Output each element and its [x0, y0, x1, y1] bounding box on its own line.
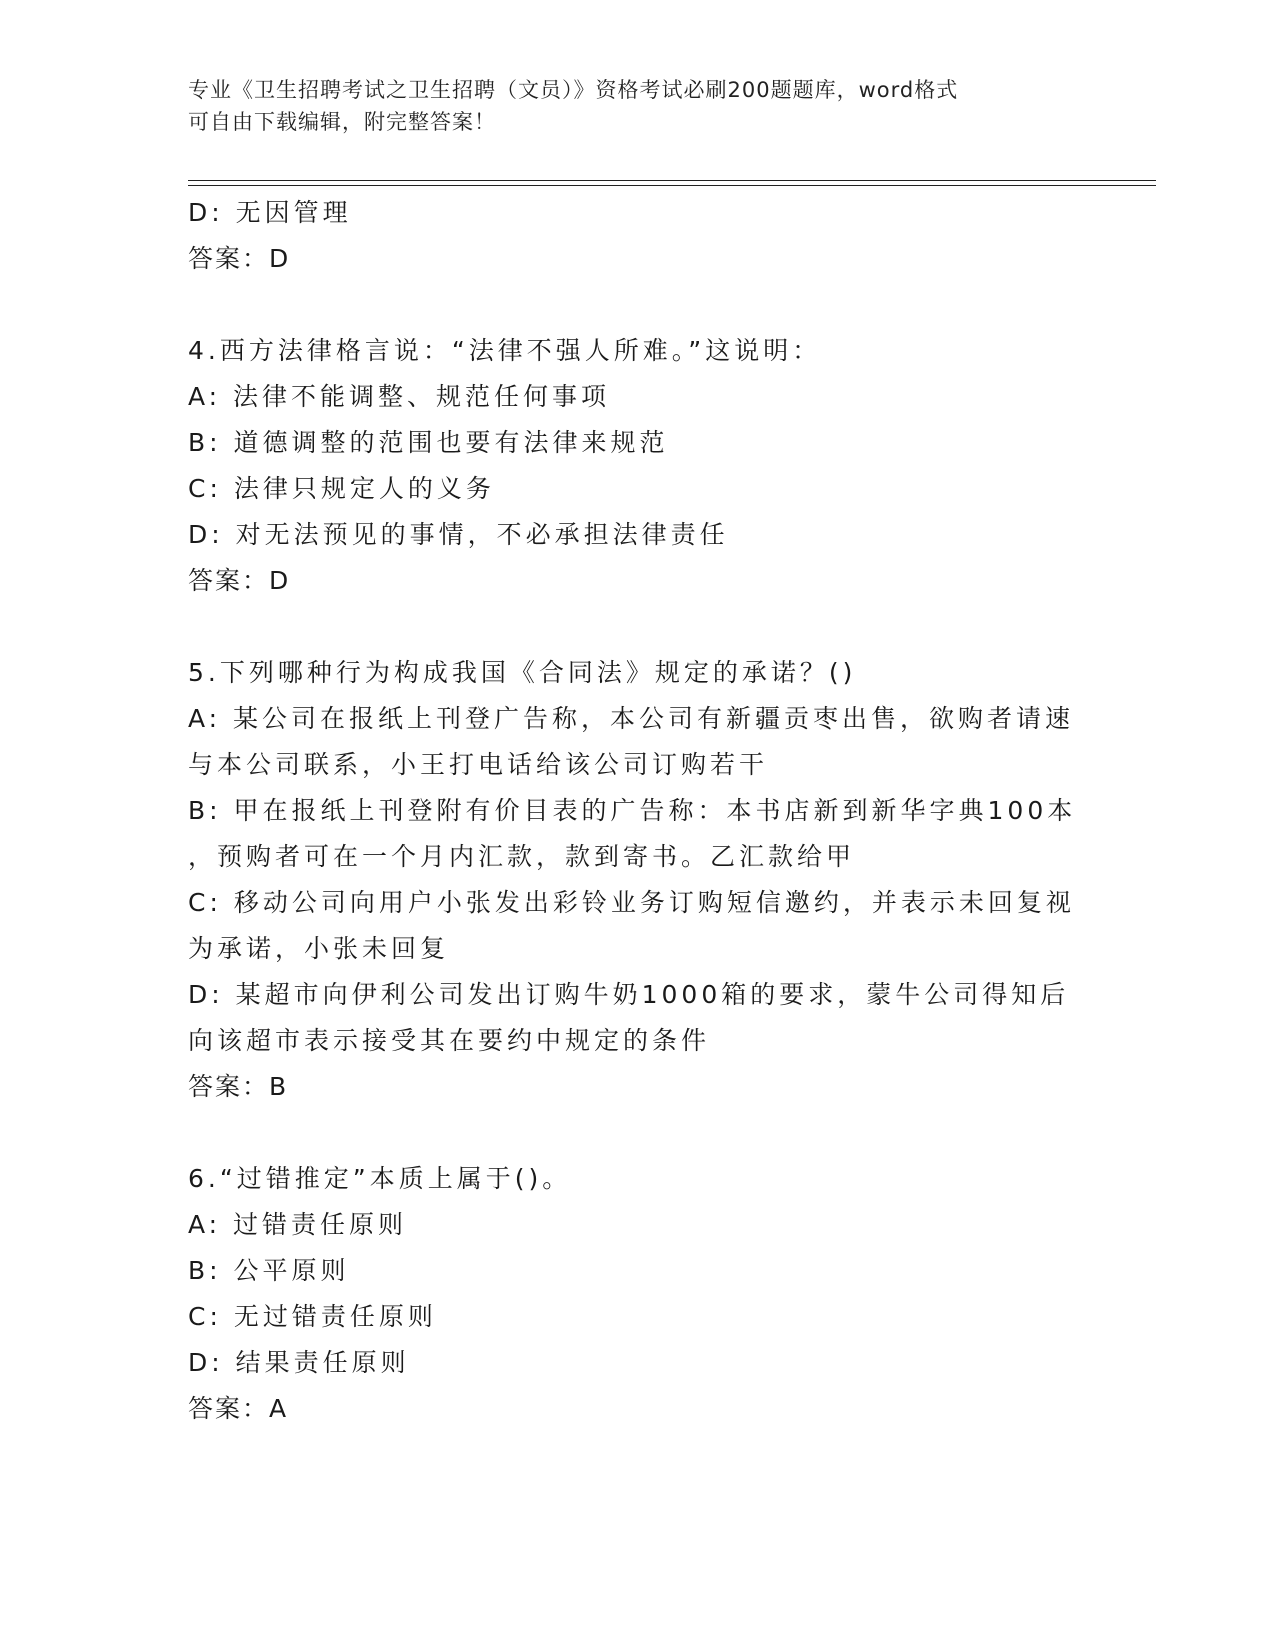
option-a: A: 法律不能调整、规范任何事项 [188, 382, 611, 411]
answer-line: 答案：D [188, 566, 291, 595]
option-c: C: 无过错责任原则 [188, 1302, 437, 1331]
option-a-line-2: 与本公司联系，小王打电话给该公司订购若干 [188, 750, 769, 779]
option-d: D: 无因管理 [188, 198, 352, 227]
option-b: B: 道德调整的范围也要有法律来规范 [188, 428, 669, 457]
option-c: C: 法律只规定人的义务 [188, 474, 495, 503]
option-c-line-2: 为承诺，小张未回复 [188, 934, 450, 963]
header-rule-bottom [188, 185, 1156, 186]
header-rule-top [188, 180, 1156, 181]
option-a: A: 过错责任原则 [188, 1210, 408, 1239]
option-a-line-1: A: 某公司在报纸上刊登广告称，本公司有新疆贡枣出售，欲购者请速 [188, 704, 1075, 733]
option-b-line-1: B: 甲在报纸上刊登附有价目表的广告称：本书店新到新华字典100本 [188, 796, 1077, 825]
question-block-6 [188, 1156, 1088, 1432]
option-d-line-2: 向该超市表示接受其在要约中规定的条件 [188, 1026, 711, 1055]
header-line-1: 专业《卫生招聘考试之卫生招聘（文员）》资格考试必刷200题题库，word格式 [188, 78, 959, 102]
question-block-5 [188, 650, 1088, 1110]
answer-line: 答案：A [188, 1394, 289, 1423]
option-b: B: 公平原则 [188, 1256, 350, 1285]
spacer [188, 1110, 1088, 1156]
answer-line: 答案：D [188, 244, 291, 273]
option-c-line-1: C: 移动公司向用户小张发出彩铃业务订购短信邀约，并表示未回复视 [188, 888, 1075, 917]
option-d-line-1: D: 某超市向伊利公司发出订购牛奶1000箱的要求，蒙牛公司得知后 [188, 980, 1070, 1009]
option-b-line-2: ，预购者可在一个月内汇款，款到寄书。乙汇款给甲 [188, 842, 856, 871]
option-d: D: 结果责任原则 [188, 1348, 410, 1377]
option-d: D: 对无法预见的事情，不必承担法律责任 [188, 520, 729, 549]
spacer [188, 604, 1088, 650]
question-block-3 [188, 190, 1088, 282]
question-text: 6.“过错推定”本质上属于()。 [188, 1164, 572, 1193]
question-text: 4.西方法律格言说：“法律不强人所难。”这说明： [188, 336, 822, 365]
header-line-2: 可自由下载编辑，附完整答案！ [188, 110, 496, 134]
answer-line: 答案：B [188, 1072, 289, 1101]
spacer [188, 282, 1088, 328]
question-text: 5.下列哪种行为构成我国《合同法》规定的承诺？() [188, 658, 857, 687]
page-header [188, 74, 1088, 138]
question-block-4 [188, 328, 1088, 604]
question-content [188, 190, 1088, 1432]
